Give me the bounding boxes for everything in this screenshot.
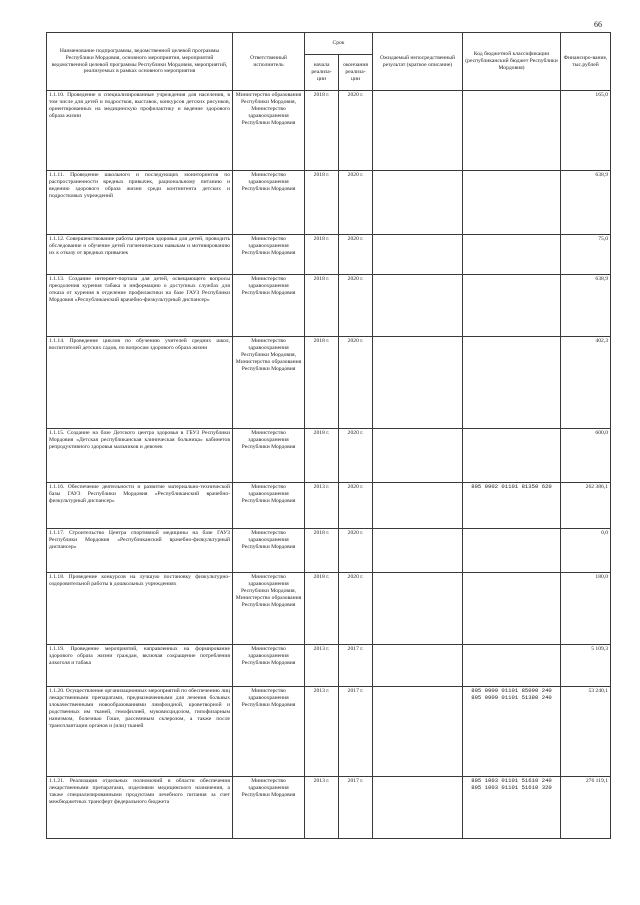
row-end-year: 2020 г. [339,275,373,337]
row-result [373,91,463,171]
row-finance: 276 119,1 [561,777,611,839]
table-row [47,91,611,171]
table-row [47,337,611,429]
header-term-end: окончания реализа-ции [339,55,373,91]
row-budget-code [463,573,561,645]
table-row [47,573,611,645]
row-end-year: 2020 г. [339,429,373,483]
row-executor: Министерство здравоохранения Республики Мордовия [233,483,305,529]
header-result: Ожидаемый непосредственный результат (краткое описание) [373,33,463,91]
row-result [373,777,463,839]
page-number: 66 [594,20,602,29]
row-result [373,429,463,483]
row-start-year: 2018 г. [305,429,339,483]
header-executor: Ответственный исполнитель [233,33,305,91]
row-executor: Министерство здравоохранения Республики Мордовия [233,645,305,687]
row-budget-code [463,337,561,429]
row-name: 1.1.19. Проведение мероприятий, направленных на формирование здорового образа жизни граждан, включая сокращение потребления алкоголя и табака [47,645,233,687]
row-name: 1.1.12. Совершенствование работы центров здоровья для детей, проводить обследование и обучение детей гигиеническим навыкам и мотивированию их к отказу от вредных привычек [47,235,233,275]
header-name: Наименование подпрограммы, ведомственной целевой программы Республики Мордовия, основного мероприятия, мероприятий ведомственной целевой программы Республики Мордовия, мероприятий, реализуемых в рамках основного мероприятия [47,33,233,91]
row-result [373,687,463,777]
row-name: 1.1.20. Осуществление организационных мероприятий по обеспечению лиц лекарственными препаратами, предназначенными для лечения больных злокачественными новообразованиями лимфоидной, кроветворной и родственных им тканей, гемофилией, муковисцидозом, гипофизарным нанизмом, болезнью Гоше, рассеянным склерозом, а также после трансплантации органов и (или) тканей [47,687,233,777]
row-result [373,337,463,429]
row-name: 1.1.15. Создание на базе Детского центра здоровья в ГБУЗ Республики Мордовия «Детская республиканская клиническая больница» кабинетов репродуктивного здоровья мальчиков и девочек [47,429,233,483]
row-budget-code: 805 0909 01101 85090 240 805 0909 01101 51380 240 [463,687,561,777]
row-start-year: 2018 г. [305,529,339,573]
row-executor: Министерство здравоохранения Республики Мордовия [233,171,305,235]
row-end-year: 2020 г. [339,483,373,529]
table-row [47,687,611,777]
header-term: Срок [305,33,373,55]
row-result [373,235,463,275]
row-start-year: 2013 г. [305,483,339,529]
row-end-year: 2020 г. [339,171,373,235]
row-end-year: 2020 г. [339,337,373,429]
row-budget-code [463,645,561,687]
table-row [47,429,611,483]
row-finance: 638,9 [561,171,611,235]
row-executor: Министерство здравоохранения Республики Мордовия [233,275,305,337]
row-end-year: 2017 г. [339,645,373,687]
row-start-year: 2013 г. [305,687,339,777]
row-executor: Министерство здравоохранения Республики Мордовия, Министерство образования Республики Мордовия [233,573,305,645]
table-row [47,645,611,687]
row-name: 1.1.13. Создание интернет-портала для детей, освещающего вопросы преодоления курения табака и информацию о доступных службах для отказа от курения в отделение профилактики на базе ГАУЗ Республики Мордовия «Республиканский врачебно-физкультурный диспансер» [47,275,233,337]
row-start-year: 2018 г. [305,91,339,171]
row-budget-code: 805 1003 01101 51610 240 805 1003 01101 51610 320 [463,777,561,839]
row-executor: Министерство здравоохранения Республики Мордовия [233,777,305,839]
row-finance: 5 109,3 [561,645,611,687]
row-name: 1.1.11. Проведение школьного и последующих мониторингов по распространенности вредных привычек, рациональному питанию и ведению здорового образа жизни среди контингента детских и подростковых учреждений [47,171,233,235]
row-budget-code [463,91,561,171]
row-budget-code [463,235,561,275]
row-executor: Министерство здравоохранения Республики Мордовия [233,429,305,483]
row-budget-code [463,275,561,337]
header-term-start: начала реализа-ции [305,55,339,91]
row-budget-code [463,529,561,573]
table-row [47,529,611,573]
row-finance: 0,0 [561,529,611,573]
row-start-year: 2018 г. [305,573,339,645]
row-executor: Министерство здравоохранения Республики Мордовия [233,529,305,573]
row-executor: Министерство образования Республики Мордовия, Министерство здравоохранения Республики Мордовия [233,91,305,171]
row-finance: 75,0 [561,235,611,275]
row-end-year: 2020 г. [339,91,373,171]
row-finance: 262 386,1 [561,483,611,529]
row-start-year: 2018 г. [305,337,339,429]
row-result [373,171,463,235]
row-name: 1.1.21. Реализация отдельных полномочий в области обеспечения лекарственными препаратами, изделиями медицинского назначения, а также специализированными продуктами лечебного питания за счет межбюджетных трансферт федерального бюджета [47,777,233,839]
row-finance: 638,9 [561,275,611,337]
header-finance: Финансиро-вание, тыс.рублей [561,33,611,91]
row-finance: 53 240,1 [561,687,611,777]
row-start-year: 2018 г. [305,235,339,275]
row-end-year: 2020 г. [339,529,373,573]
row-result [373,529,463,573]
row-name: 1.1.10. Проведение в специализированные учреждения для населения, в том числе для детей и подростков, выставок, конкурсов детских рисунков, ориентированных на медицинскую профилактику и ведение здорового образа жизни [47,91,233,171]
table-row [47,483,611,529]
table-row [47,171,611,235]
row-result [373,483,463,529]
row-end-year: 2017 г. [339,687,373,777]
row-end-year: 2017 г. [339,777,373,839]
row-budget-code [463,171,561,235]
row-start-year: 2013 г. [305,645,339,687]
row-result [373,645,463,687]
row-executor: Министерство здравоохранения Республики Мордовия, Министерство образования Республики Мордовия [233,337,305,429]
row-result [373,573,463,645]
row-budget-code: 805 0902 01101 81350 620 [463,483,561,529]
row-start-year: 2018 г. [305,275,339,337]
row-name: 1.1.14. Проведение циклов по обучению учителей средних школ, воспитателей детских садов, по вопросам здорового образа жизни [47,337,233,429]
row-end-year: 2020 г. [339,235,373,275]
row-finance: 600,0 [561,429,611,483]
row-start-year: 2018 г. [305,171,339,235]
table-row [47,275,611,337]
program-table [46,32,611,839]
header-row [47,33,611,55]
row-name: 1.1.16. Обеспечение деятельности и развитие материально-технической базы ГАУЗ Республики Мордовия «Республиканский врачебно-физкультурный диспансер» [47,483,233,529]
row-executor: Министерство здравоохранения Республики Мордовия [233,687,305,777]
row-name: 1.1.17. Строительство Центра спортивной медицины на базе ГАУЗ Республики Мордовия «Республиканский врачебно-физкультурный диспансер» [47,529,233,573]
row-end-year: 2020 г. [339,573,373,645]
header-code: Код бюджетной классификации (республиканский бюджет Республики Мордовия) [463,33,561,91]
row-finance: 165,0 [561,91,611,171]
row-budget-code [463,429,561,483]
row-start-year: 2013 г. [305,777,339,839]
row-result [373,275,463,337]
row-finance: 402,3 [561,337,611,429]
row-executor: Министерство здравоохранения Республики Мордовия [233,235,305,275]
row-name: 1.1.18. Проведение конкурсов на лучшую постановку физкультурно-оздоровительной работы в дошкольных учреждениях [47,573,233,645]
table-row [47,777,611,839]
row-finance: 180,0 [561,573,611,645]
table-row [47,235,611,275]
